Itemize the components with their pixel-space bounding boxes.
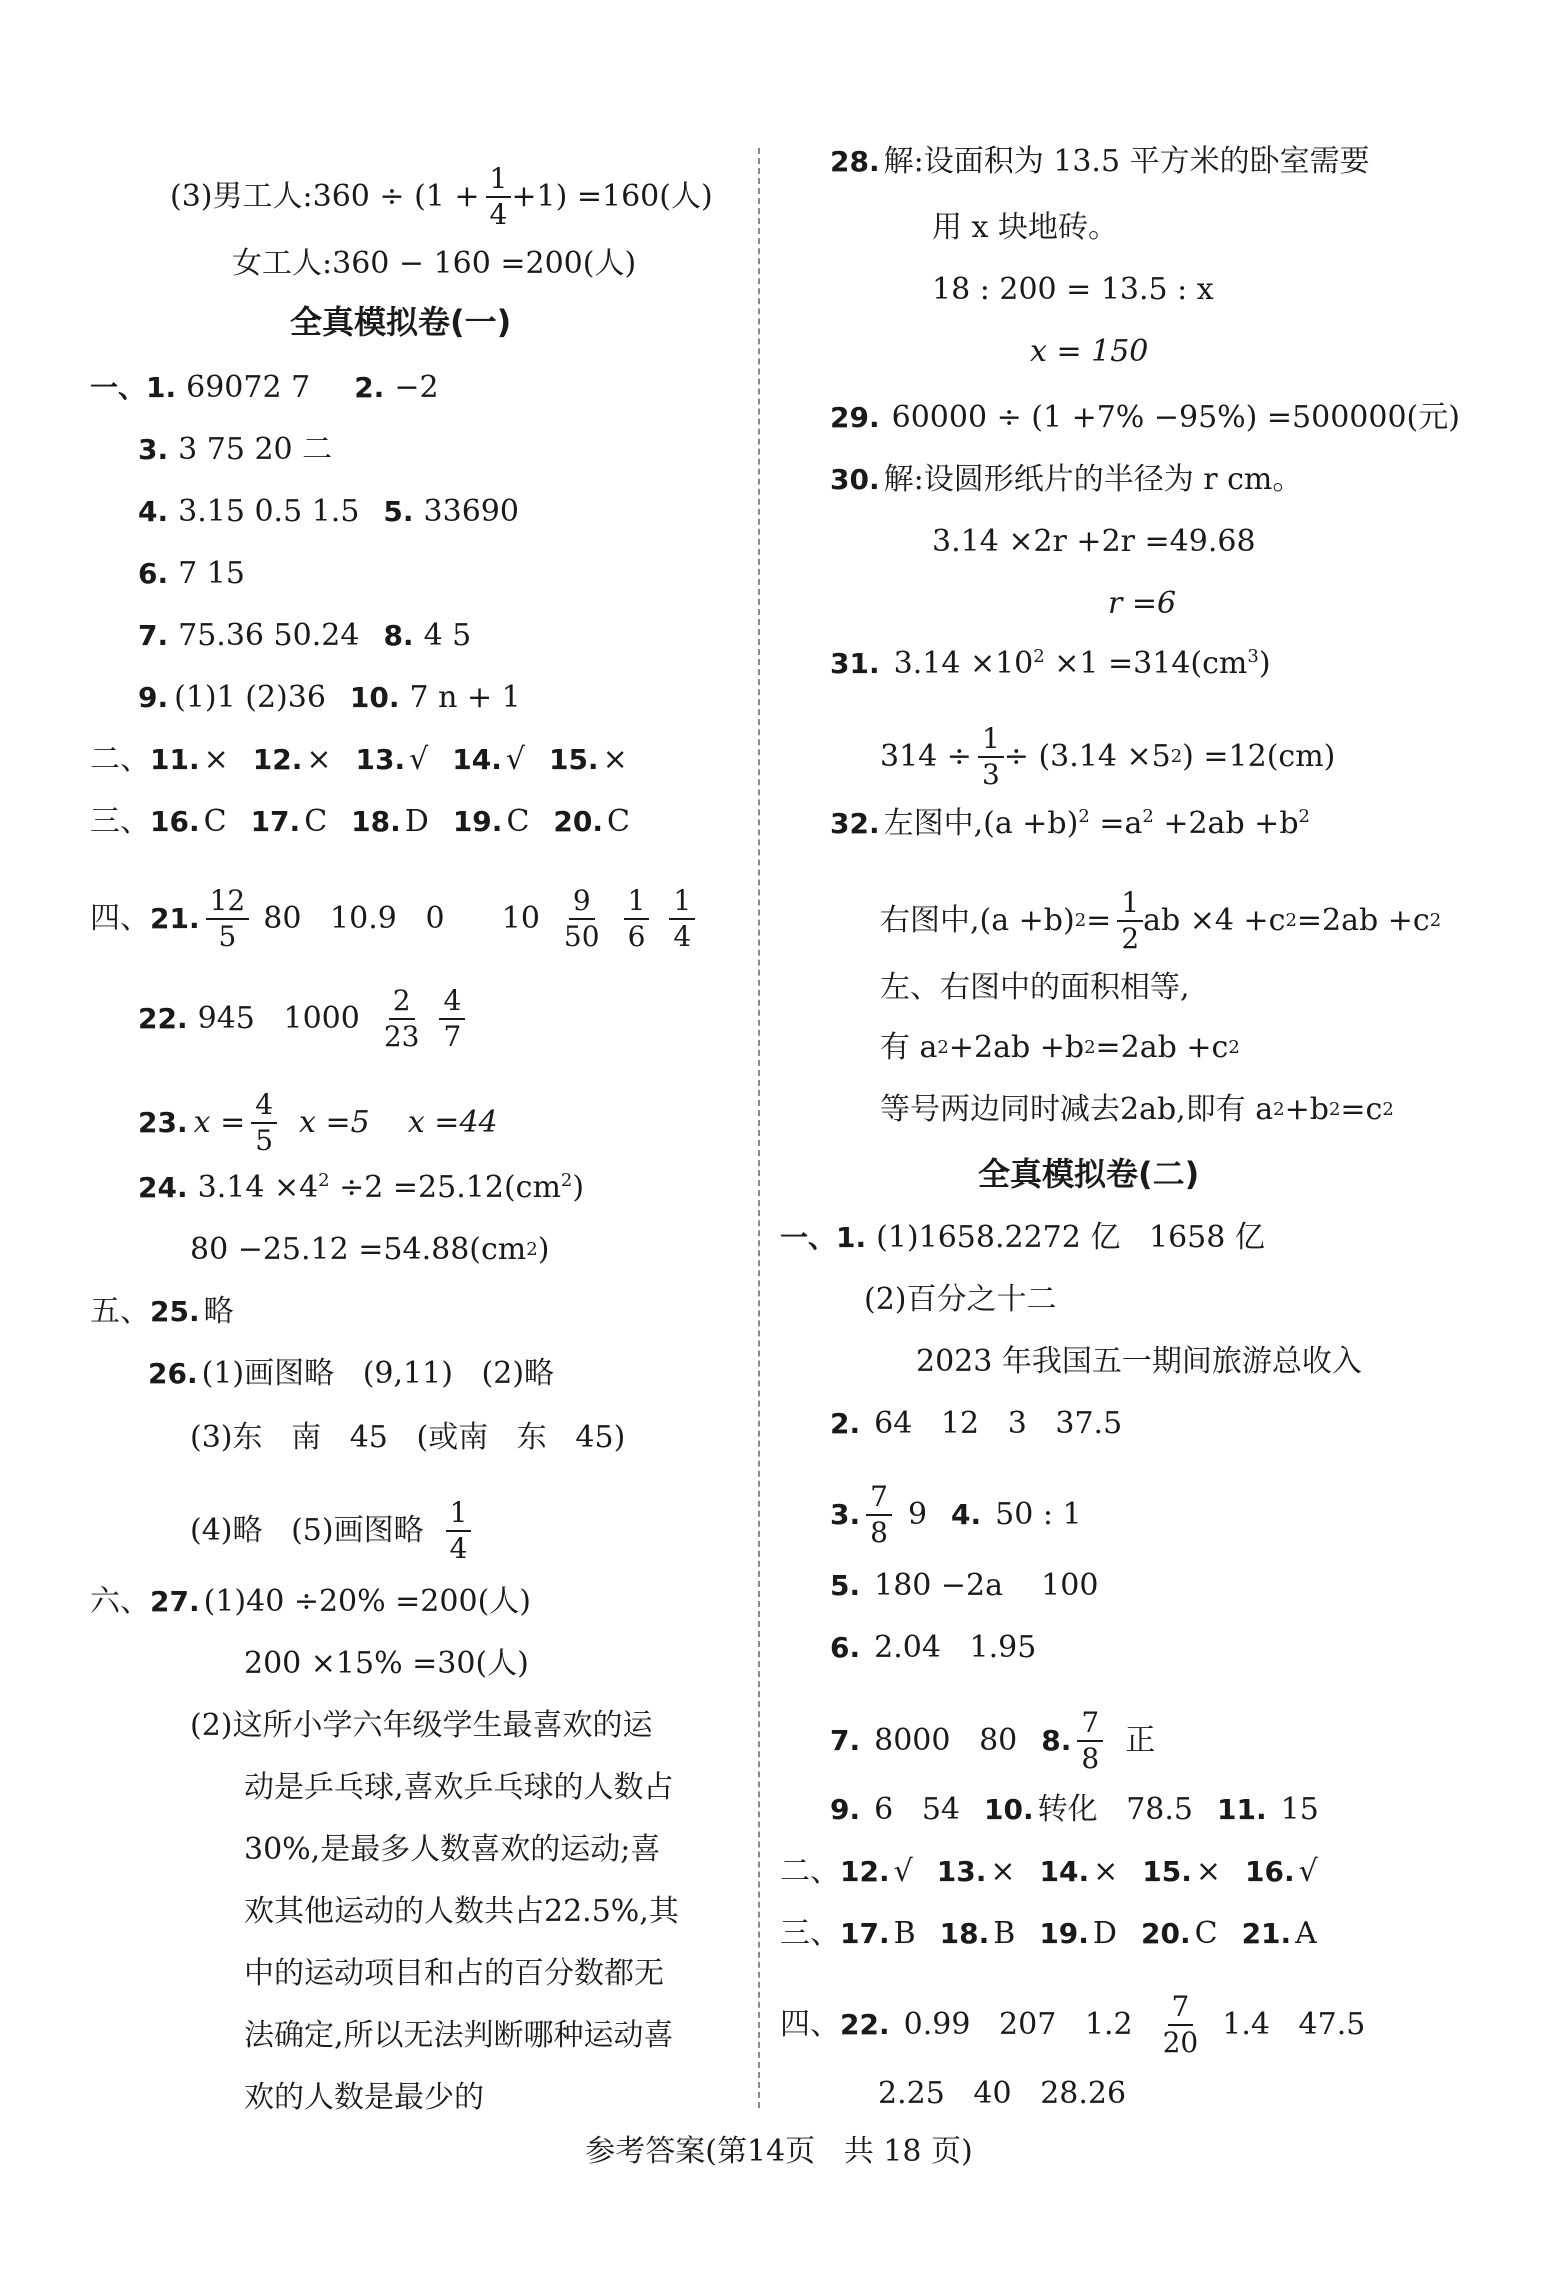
answer-line: 一、1. (1)1658.2272 亿 1658 亿 <box>780 1220 1265 1255</box>
answer-line: 200 ×15% =30(人) <box>244 1646 529 1681</box>
answer-line: 三、 17. B 18. B 19. D 20. C 21. A <box>780 1916 1317 1951</box>
answer-line: 9. 6 54 10. 转化 78.5 11. 15 <box>830 1792 1319 1827</box>
fraction: $\frac{9}{50}$ <box>563 884 600 953</box>
answer-line: 7. 8000 80 8. $\frac{7}{8}$ 正 <box>830 1706 1156 1775</box>
answer-line: 314 ÷ $\frac{1}{3}$ ÷ (3.14 ×5 2 ) =12(cm) <box>880 722 1336 791</box>
answer-line: (3)东 南 45 (或南 东 45) <box>190 1420 626 1455</box>
right-column <box>776 0 1558 2279</box>
answer-line: (2)这所小学六年级学生最喜欢的运 <box>190 1708 653 1743</box>
answer-line: 2.25 40 28.26 <box>878 2076 1127 2111</box>
answer-line: 6. 7 15 <box>138 556 245 591</box>
fraction: $\frac{4}{7}$ <box>439 984 465 1054</box>
fraction: $\frac{4}{5}$ <box>251 1088 277 1158</box>
fraction: $\frac{7}{8}$ <box>1077 1706 1103 1776</box>
answer-line: 等号两边同时减去2ab,即有 a 2 +b 2 =c 2 <box>880 1092 1394 1127</box>
answer-line: 四、 22. 0.99 207 1.2 $\frac{7}{20}$ 1.4 47.5 <box>780 1990 1366 2059</box>
fraction: $\frac{1}{6}$ <box>624 884 650 954</box>
answer-line: 22. 945 1000 $\frac{2}{23}$ $\frac{4}{7}$ <box>138 984 465 1054</box>
fraction: $\frac{1}{4}$ <box>446 1496 472 1566</box>
answer-line: 四、 21. $\frac{12}{5}$ 80 10.9 0 10 $\frac{9}{50}$ $\frac{1}{6}$ $\frac{1}{4}$ <box>90 884 695 954</box>
fraction: $\frac{12}{5}$ <box>206 884 250 954</box>
fraction: $\frac{1}{2}$ <box>1117 886 1143 956</box>
answer-line: 二、 11. × 12. × 13. √ 14. √ 15. × <box>90 742 628 777</box>
answer-line: 28. 解:设面积为 13.5 平方米的卧室需要 <box>830 144 1370 179</box>
answer-line: 二、 12. √ 13. × 14. × 15. × 16. √ <box>780 1854 1318 1889</box>
answer-line: (4)略 (5)画图略 $\frac{1}{4}$ <box>190 1496 471 1566</box>
fraction: $\frac{1}{4}$ <box>669 884 695 954</box>
answer-line: 9. (1)1 (2)36 10. 7 n + 1 <box>138 680 521 715</box>
answer-line: 3. 3 75 20 二 <box>138 432 333 467</box>
answer-line: 有 a 2 +2ab +b 2 =2ab +c 2 <box>880 1030 1240 1065</box>
answer-line: 左、右图中的面积相等, <box>880 970 1190 1005</box>
answer-line: 右图中,(a +b) 2 = $\frac{1}{2}$ ab ×4 +c 2 =2ab +c 2 <box>880 886 1442 955</box>
answer-line: 2023 年我国五一期间旅游总收入 <box>916 1344 1362 1379</box>
answer-line: 32. 左图中$,(a +b)^2 =a^2 +2ab +b^2$ <box>830 806 1310 841</box>
answer-line: 80 −25.12 =54.88(cm 2 ) <box>190 1232 550 1267</box>
section-heading <box>978 1154 1199 1194</box>
text: 女工人:360 − 160 =200(人) <box>232 246 637 281</box>
answer-line: 2. 64 12 3 37.5 <box>830 1406 1123 1441</box>
footer-text: 参考答案(第14页 共 18 页) <box>585 2134 973 2169</box>
answer-line: 六、 27. (1)40 ÷20% =200(人) <box>90 1584 531 1619</box>
answer-line: 3.14 ×2r +2r =49.68 <box>932 524 1256 559</box>
answer-line: 7. 75.36 50.24 8. 4 5 <box>138 618 472 653</box>
answer-line: 欢其他运动的人数共占22.5%,其 <box>244 1894 679 1929</box>
left-column <box>0 0 760 2279</box>
answer-line: 6. 2.04 1.95 <box>830 1630 1037 1665</box>
answer-line: 31. $3.14 \times 10^2 \times 1 =314(cm^3)$ <box>830 646 1271 681</box>
answer-line: x = 150 <box>1030 334 1149 369</box>
answer-line: 3. $\frac{7}{8}$ 9 4. 50 : 1 <box>830 1480 1082 1549</box>
answer-line: 三、 16. C 17. C 18. D 19. C 20. C <box>90 804 630 839</box>
text: (3)男工人:360 ÷ (1 + <box>170 179 480 214</box>
answer-line: 30%,是最多人数喜欢的运动;喜 <box>244 1832 661 1867</box>
answer-line: r =6 <box>1108 586 1177 621</box>
answer-line: 中的运动项目和占的百分数都无 <box>244 1956 664 1991</box>
answer-line: 30. 解:设圆形纸片的半径为 r cm。 <box>830 462 1303 497</box>
answer-line <box>170 162 713 232</box>
section-heading <box>290 302 511 342</box>
answer-line: 动是乒乓球,喜欢乒乓球的人数占 <box>244 1770 674 1805</box>
fraction: $\frac{2}{23}$ <box>383 984 420 1053</box>
text: +1) =160(人) <box>511 179 713 214</box>
answer-line: 五、 25. 略 <box>90 1294 234 1329</box>
heading-text: 全真模拟卷(二) <box>978 1155 1200 1193</box>
answer-line: 29. 60000 ÷ (1 +7% −95%) =500000(元) <box>830 400 1460 435</box>
answer-line <box>232 244 636 284</box>
answer-line: 5. 180 −2a 100 <box>830 1568 1099 1603</box>
answer-line: 法确定,所以无法判断哪种运动喜 <box>244 2018 674 2053</box>
answer-line: 4. 3.15 0.5 1.5 5. 33690 <box>138 494 519 529</box>
fraction: $\frac{1}{3}$ <box>978 722 1004 792</box>
heading-text: 全真模拟卷(一) <box>290 303 512 341</box>
answer-line: 用 x 块地砖。 <box>932 210 1118 245</box>
fraction: $\frac{7}{8}$ <box>866 1480 892 1550</box>
answer-line: 18 : 200 = 13.5 : x <box>932 272 1214 307</box>
answer-line: 欢的人数是最少的 <box>244 2080 484 2115</box>
answer-line: 26. (1)画图略 (9,11) (2)略 <box>148 1356 555 1391</box>
answer-line: 23. x = $\frac{4}{5}$ x =5 x =44 <box>138 1088 498 1157</box>
answer-line: (2)百分之十二 <box>864 1282 1057 1317</box>
fraction: $\frac{1}{4}$ <box>486 162 512 232</box>
page-footer <box>0 2132 1558 2172</box>
fraction: $\frac{7}{20}$ <box>1162 1990 1199 2059</box>
answer-line: 一、1. 69072 7 2. −2 <box>90 370 439 405</box>
answer-line: 24. $3.14 \times 4^2 \div 2 =25.12(cm^2)$ <box>138 1170 585 1205</box>
